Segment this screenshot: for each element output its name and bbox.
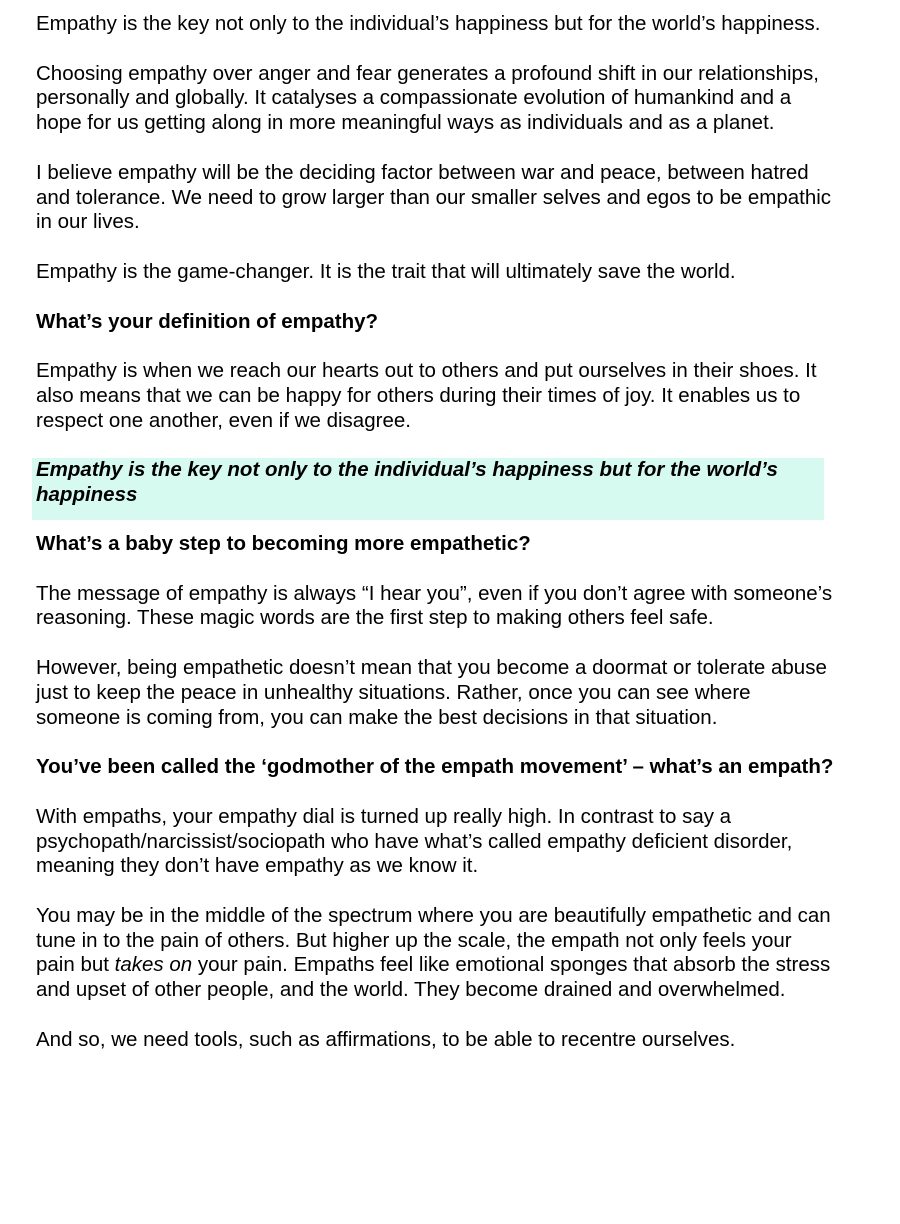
paragraph-10: And so, we need tools, such as affirmations, to be able to recentre ourselves. <box>36 1027 736 1051</box>
article-body <box>36 12 836 1077</box>
paragraph-9-text-a: You may be in the middle of the spectrum where you are beautifully empathetic and can tune in to the pain of others. But higher up the scale, the empath not only feels your pain but <box>36 903 831 977</box>
question-heading-2: What’s a baby step to becoming more empathetic? <box>36 531 531 555</box>
paragraph-9 <box>36 904 836 1003</box>
question-heading-3: You’ve been called the ‘godmother of the empath movement’ – what’s an empath? <box>36 755 834 779</box>
paragraph-6: The message of empathy is always “I hear you”, even if you don’t agree with someone’s reasoning. These magic words are the first step to making others feel safe. <box>36 581 833 630</box>
paragraph-9-emphasis: takes on <box>114 953 193 977</box>
paragraph-4: Empathy is the game-changer. It is the trait that will ultimately save the world. <box>36 259 736 283</box>
paragraph-2: Choosing empathy over anger and fear generates a profound shift in our relationships, personally and globally. It catalyses a compassionate evolution of humankind and a hope for us getting along in more meaningful ways as individuals and as a planet. <box>36 61 819 135</box>
paragraph-5: Empathy is when we reach our hearts out to others and put ourselves in their shoes. It also means that we can be happy for others during their times of joy. It enables us to respect one another, even if we disagree. <box>36 359 817 432</box>
pull-quote: Empathy is the key not only to the individual’s happiness but for the world’s happiness <box>32 458 824 520</box>
paragraph-1: Empathy is the key not only to the individual’s happiness but for the world’s happiness. <box>36 12 821 35</box>
paragraph-8: With empaths, your empathy dial is turned up really high. In contrast to say a psychopath/narcissist/sociopath who have what’s called empathy deficient disorder, meaning they don’t have empathy as we know it. <box>36 804 793 878</box>
paragraph-7: However, being empathetic doesn’t mean that you become a doormat or tolerate abuse just to keep the peace in unhealthy situations. Rather, once you can see where someone is coming from, you can make the best decisions in that situation. <box>36 655 827 729</box>
paragraph-9-text-b: your pain. Empaths feel like emotional sponges that absorb the stress and upset of other people, and the world. They become drained and overwhelmed. <box>36 953 831 1002</box>
question-heading-1: What’s your definition of empathy? <box>36 309 379 333</box>
paragraph-3: I believe empathy will be the deciding factor between war and peace, between hatred and tolerance. We need to grow larger than our smaller selves and egos to be empathic in our lives. <box>36 160 832 234</box>
